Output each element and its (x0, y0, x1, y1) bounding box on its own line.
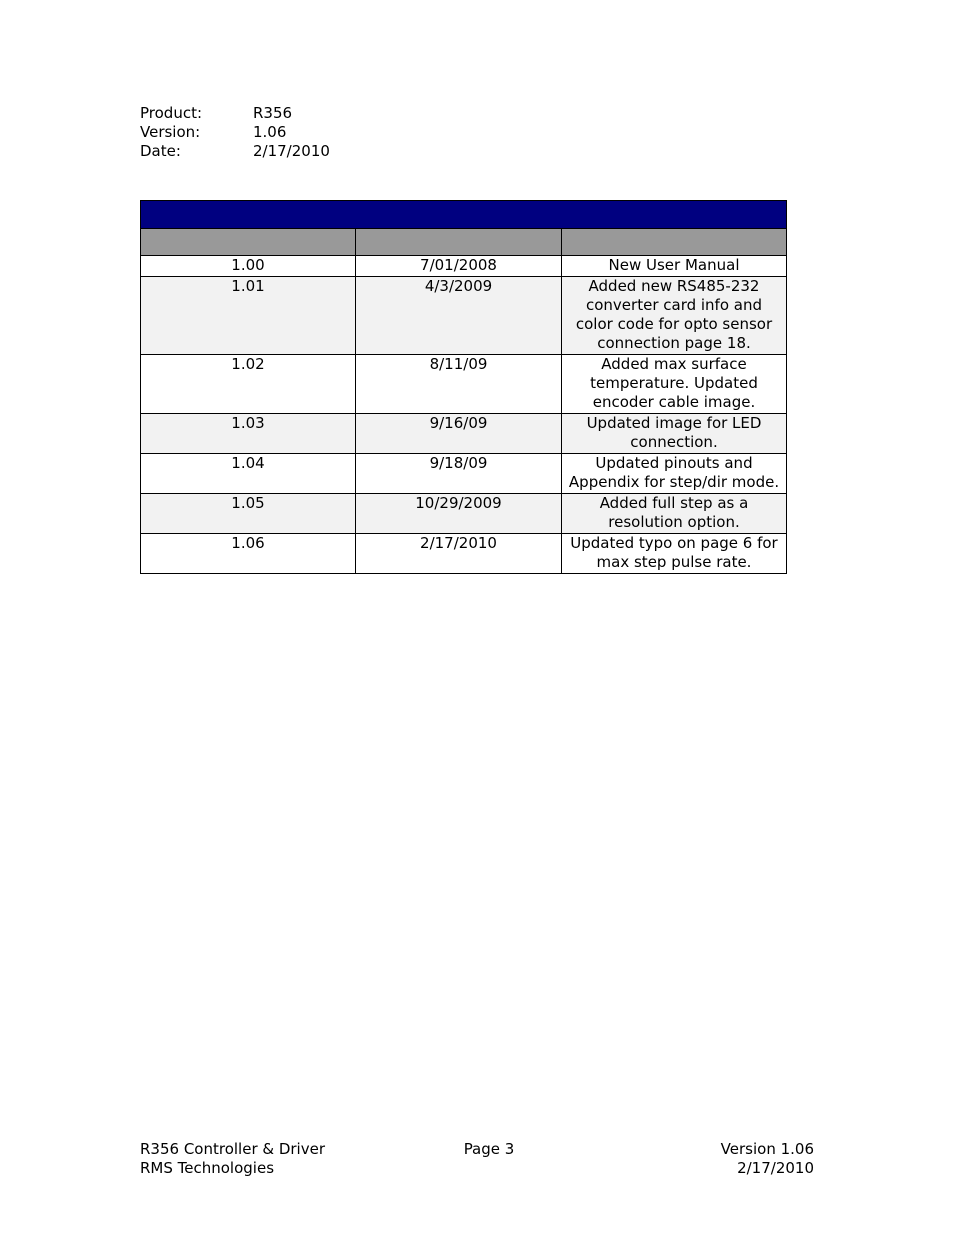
table-row (141, 494, 787, 534)
revision-notes-cell: Added new RS485-232 converter card info and color code for opto sensor connection page 18. (562, 277, 787, 355)
table-title-cell (141, 201, 787, 229)
footer-company: RMS Technologies (140, 1159, 275, 1177)
footer-page-number: Page 3 (463, 1140, 515, 1158)
revision-history-table (140, 200, 787, 574)
version-label: Version: (140, 123, 201, 141)
document-metadata (140, 104, 330, 161)
revision-version-cell: 1.06 (141, 534, 356, 574)
table-row (141, 534, 787, 574)
version-row (140, 123, 330, 142)
header-cell-version (141, 229, 356, 256)
revision-date-cell: 8/11/09 (356, 355, 562, 414)
revision-version-cell: 1.00 (141, 256, 356, 277)
table-header-row (141, 229, 787, 256)
revision-date-cell: 10/29/2009 (356, 494, 562, 534)
product-value: R356 (253, 104, 293, 122)
footer-row-1 (140, 1140, 814, 1159)
footer-doc-title: R356 Controller & Driver (140, 1140, 325, 1158)
revision-date-cell: 9/18/09 (356, 454, 562, 494)
revision-notes-cell: Updated typo on page 6 for max step pulse rate. (562, 534, 787, 574)
revision-notes-cell: Updated pinouts and Appendix for step/dir mode. (562, 454, 787, 494)
footer-spacer (409, 1159, 605, 1178)
table-row (141, 256, 787, 277)
date-label: Date: (140, 142, 181, 160)
header-cell-date (356, 229, 562, 256)
table-row (141, 414, 787, 454)
revision-version-cell: 1.03 (141, 414, 356, 454)
date-value: 2/17/2010 (253, 142, 330, 160)
table-title-bar (141, 201, 787, 229)
table-row (141, 355, 787, 414)
header-cell-notes (562, 229, 787, 256)
revision-date-cell: 4/3/2009 (356, 277, 562, 355)
footer-row-2 (140, 1159, 814, 1178)
revision-notes-cell: Updated image for LED connection. (562, 414, 787, 454)
product-label: Product: (140, 104, 203, 122)
page-footer (140, 1140, 814, 1178)
product-row (140, 104, 330, 123)
revision-notes-cell: Added max surface temperature. Updated encoder cable image. (562, 355, 787, 414)
revision-date-cell: 7/01/2008 (356, 256, 562, 277)
revision-date-cell: 2/17/2010 (356, 534, 562, 574)
revision-version-cell: 1.01 (141, 277, 356, 355)
footer-version: Version 1.06 (720, 1140, 814, 1158)
version-value: 1.06 (253, 123, 287, 141)
revision-version-cell: 1.02 (141, 355, 356, 414)
table-row (141, 454, 787, 494)
revision-date-cell: 9/16/09 (356, 414, 562, 454)
revision-notes-cell: New User Manual (562, 256, 787, 277)
revision-notes-cell: Added full step as a resolution option. (562, 494, 787, 534)
revision-version-cell: 1.04 (141, 454, 356, 494)
footer-date: 2/17/2010 (737, 1159, 814, 1177)
table-row (141, 277, 787, 355)
revision-version-cell: 1.05 (141, 494, 356, 534)
date-row (140, 142, 330, 161)
